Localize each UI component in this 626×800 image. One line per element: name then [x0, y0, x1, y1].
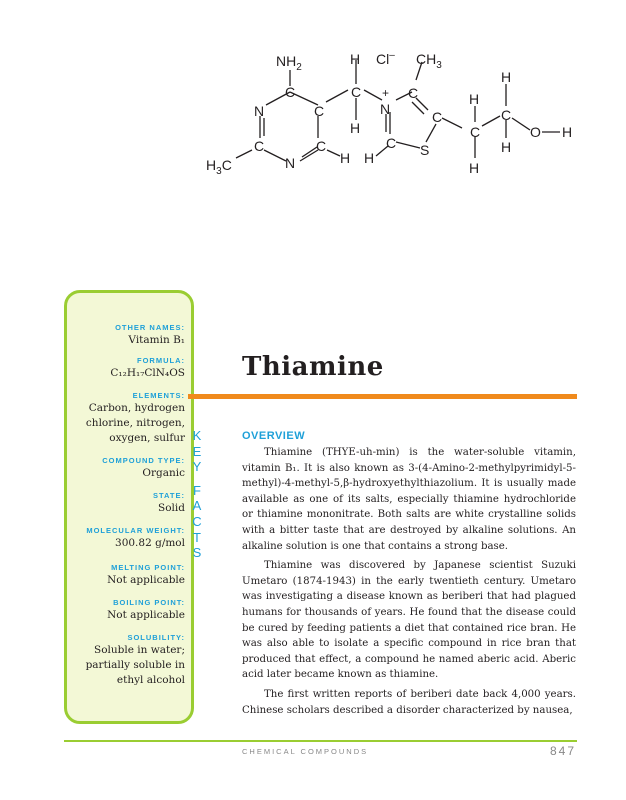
footer-book-title: CHEMICAL COMPOUNDS	[242, 747, 369, 756]
fact-label: FORMULA:	[137, 356, 185, 365]
fact-value: Soluble in water;	[94, 644, 185, 656]
atom-c: C	[316, 138, 327, 154]
atom-n: N	[285, 155, 296, 171]
atom-h3c: $H_3C$	[206, 157, 232, 177]
atom-c: C	[254, 138, 265, 154]
fact-value: partially soluble in	[85, 659, 185, 671]
overview-heading: OVERVIEW	[242, 430, 306, 442]
key-facts-box	[64, 290, 194, 724]
fact-value: C₁₂H₁₇ClN₄OS	[110, 367, 185, 379]
fact-value: 300.82 g/mol	[115, 537, 185, 549]
atom-h: H	[350, 120, 361, 136]
atom-h: H	[364, 150, 375, 166]
paragraph: Thiamine (THYE-uh-min) is the water-soluble vitamin, vitamin B₁. It is also known as 3-(4-Amino-2-methylpyrimidyl-5-methyl)-4-methyl-5,β-hydroxyethylthiazolium. It is usually made available as one of its salts, especially thiamine hydrochloride or thiamine mononitrate. Both salts are white crystalline solids with a bitter taste that are destroyed by alkaline solutions. An alkaline solution is one that contains a strong base.	[242, 447, 576, 552]
fact-value: oxygen, sulfur	[109, 432, 185, 444]
atom-c: C	[432, 109, 443, 125]
atom-s: S	[420, 142, 430, 158]
key-facts-vertical-label	[188, 428, 206, 561]
atom-h: H	[501, 139, 512, 155]
fact-value: Solid	[158, 502, 185, 514]
fact-compound-type	[67, 456, 185, 481]
atom-h: H	[340, 150, 351, 166]
atom-cl: Cl–	[376, 50, 395, 67]
thiamine-structure-diagram	[190, 40, 610, 200]
atom-h: H	[469, 160, 480, 176]
fact-label: SOLUBILITY:	[127, 633, 185, 642]
paragraph: The first written reports of beriberi date back 4,000 years. Chinese scholars described a disorder characterized by nausea,	[242, 688, 576, 716]
body-text	[242, 445, 576, 722]
page-title: Thiamine	[242, 352, 384, 382]
atom-ch3: $CH_3$	[416, 51, 442, 71]
atom-c: C	[314, 103, 325, 119]
letter: E	[192, 443, 202, 459]
fact-value: Not applicable	[107, 574, 185, 586]
atom-c: C	[351, 84, 362, 100]
letter: Y	[192, 459, 202, 475]
fact-value: Vitamin B₁	[128, 334, 185, 346]
atom-c: C	[501, 107, 512, 123]
letter: A	[192, 498, 202, 514]
atom-c: C	[386, 135, 397, 151]
atom-c: C	[470, 124, 481, 140]
title-divider	[188, 394, 577, 399]
atom-c: C	[285, 84, 296, 100]
fact-label: COMPOUND TYPE:	[102, 456, 185, 465]
fact-value: Carbon, hydrogen	[88, 402, 185, 414]
letter: T	[193, 529, 201, 545]
letter: F	[193, 482, 201, 498]
fact-label: ELEMENTS:	[132, 391, 185, 400]
atom-c: C	[408, 85, 419, 101]
footer-divider	[64, 740, 577, 742]
letter: C	[192, 513, 202, 529]
atom-n: N	[380, 101, 391, 117]
fact-label: MOLECULAR WEIGHT:	[86, 526, 185, 535]
atom-nh2: $NH_2$	[276, 53, 302, 73]
atom-h: H	[350, 51, 361, 67]
paragraph: Thiamine was discovered by Japanese scientist Suzuki Umetaro (1874-1943) in the early twentieth century. Umetaro was investigating a disease known as beriberi that had plagued humans for thousands of years. He found that the disease could be cured by feeding patients a diet that contained rice bran. He was also able to isolate a specific compound in rice bran that produced that effect, a compound he named aberic acid. Aberic acid later became known as thiamine.	[242, 560, 576, 681]
fact-value: Organic	[142, 467, 185, 479]
atom-h: H	[469, 91, 480, 107]
fact-solubility	[67, 633, 185, 688]
fact-melting-point	[67, 563, 185, 588]
charge-plus: +	[382, 86, 390, 100]
structure-atoms	[206, 50, 572, 177]
atom-h: H	[501, 69, 512, 85]
letter: S	[192, 545, 202, 561]
fact-label: MELTING POINT:	[111, 563, 185, 572]
atom-h: H	[562, 124, 573, 140]
fact-molecular-weight	[67, 526, 185, 551]
fact-value: Not applicable	[107, 609, 185, 621]
page-number: 847	[549, 744, 576, 758]
fact-label: OTHER NAMES:	[115, 323, 185, 332]
atom-o: O	[530, 124, 541, 140]
fact-formula	[67, 356, 185, 381]
fact-other-names	[67, 323, 185, 348]
fact-boiling-point	[67, 598, 185, 623]
atom-n: N	[254, 103, 265, 119]
fact-label: BOILING POINT:	[113, 598, 185, 607]
fact-label: STATE:	[153, 491, 185, 500]
fact-value: ethyl alcohol	[116, 674, 185, 686]
fact-elements	[67, 391, 185, 446]
fact-state	[67, 491, 185, 516]
structure-bonds	[236, 60, 560, 161]
fact-value: chlorine, nitrogen,	[85, 417, 185, 429]
letter: K	[192, 428, 202, 443]
